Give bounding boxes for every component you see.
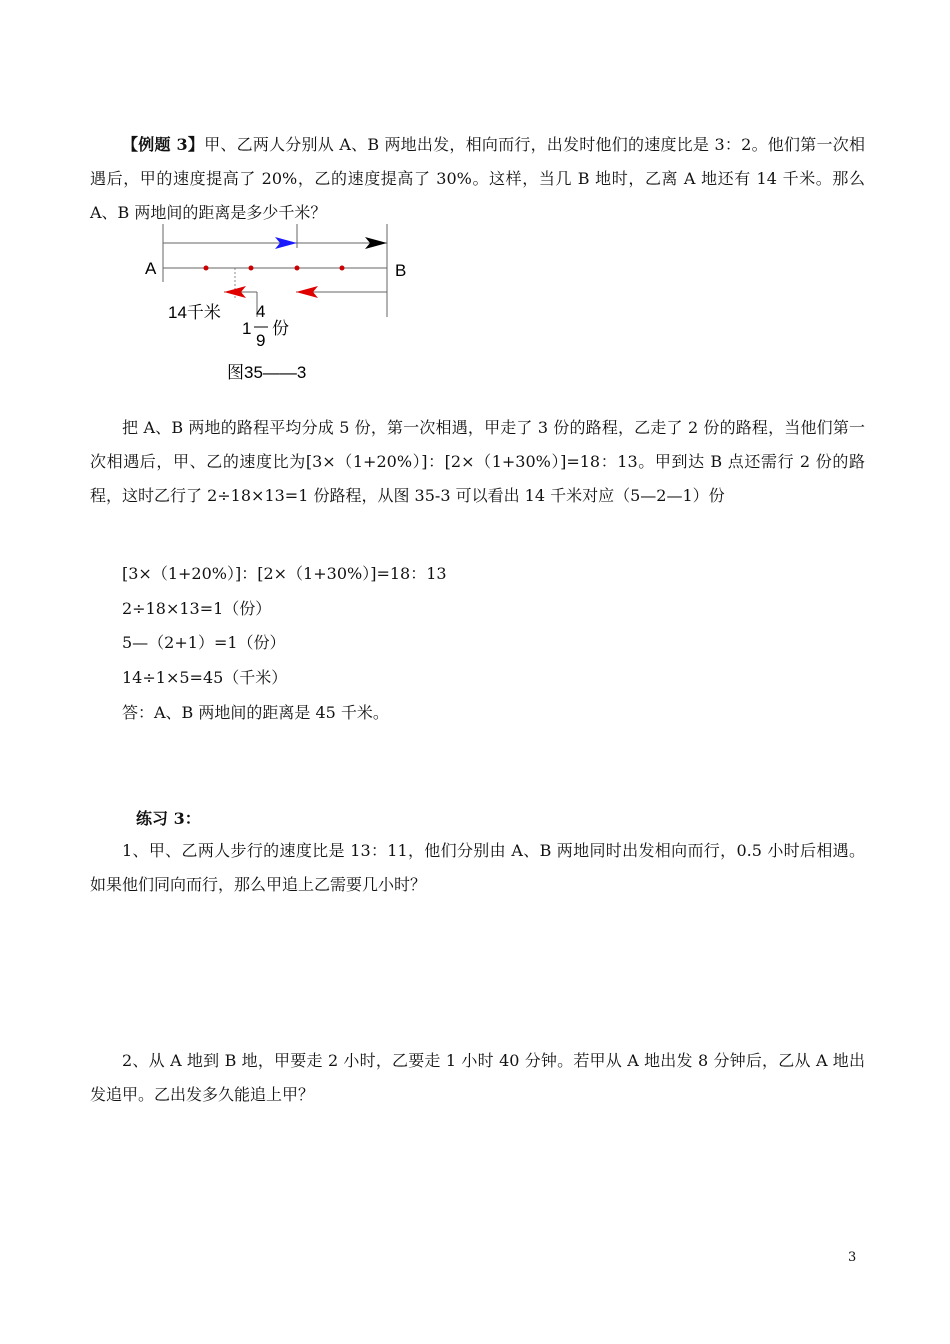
fraction-whole: 1: [242, 319, 252, 338]
solution-line-2: 2÷18×13=1（份）: [122, 599, 272, 618]
example-paragraph: [90, 128, 865, 230]
solution-line-3: 5—（2+1）=1（份）: [122, 633, 286, 652]
solution-paragraph: 把 A、B 两地的路程平均分成 5 份，第一次相遇，甲走了 3 份的路程，乙走了 2 份的路程，当他们第一次相遇后，甲、乙的速度比为[3×（1+20%）]：[2×（1+30%）]=18：13。甲到达 B 点还需行 2 份的路程，这时乙行了 2÷18×13=1 份路程，从图 35-3 可以看出 14 千米对应（5—2—1）份: [90, 418, 865, 505]
label-b: B: [395, 261, 407, 280]
practice-question-1: 1、甲、乙两人步行的速度比是 13：11，他们分别由 A、B 两地同时出发相向而行，0.5 小时后相遇。如果他们同向而行，那么甲追上乙需要几小时？: [90, 841, 865, 894]
solution-line-1: [3×（1+20%）]：[2×（1+30%）]=18：13: [122, 564, 447, 583]
dot-1: [204, 266, 209, 271]
practice-question-2: 2、从 A 地到 B 地，甲要走 2 小时，乙要走 1 小时 40 分钟。若甲从 A 地出发 8 分钟后，乙从 A 地出发追甲。乙出发多久能追上甲？: [90, 1051, 865, 1104]
example-text: 甲、乙两人分别从 A、B 两地出发，相向而行，出发时他们的速度比是 3：2。他们第一次相遇后，甲的速度提高了 20%，乙的速度提高了 30%。这样，当几 B 地时，乙离 A 地还有 14 千米。那么 A、B 两地间的距离是多少千米？: [90, 135, 865, 222]
answer-line: 答：A、B 两地间的距离是 45 千米。: [122, 703, 389, 722]
figure-35-3: [140, 222, 440, 387]
practice-heading: 练习 3：: [136, 809, 201, 828]
label-a: A: [145, 259, 157, 278]
fraction-numerator: 4: [256, 302, 266, 321]
fraction-unit: 份: [272, 319, 289, 338]
dot-4: [340, 266, 345, 271]
dot-3: [295, 266, 300, 271]
solution-line-4: 14÷1×5=45（千米）: [122, 668, 288, 687]
label-14km: 14千米: [168, 303, 221, 322]
example-tag: 【例题 3】: [122, 135, 205, 154]
page-number: 3: [848, 1250, 857, 1265]
figure-caption: 图35——3: [227, 363, 307, 382]
dot-2: [249, 266, 254, 271]
fraction-denominator: 9: [256, 331, 266, 350]
